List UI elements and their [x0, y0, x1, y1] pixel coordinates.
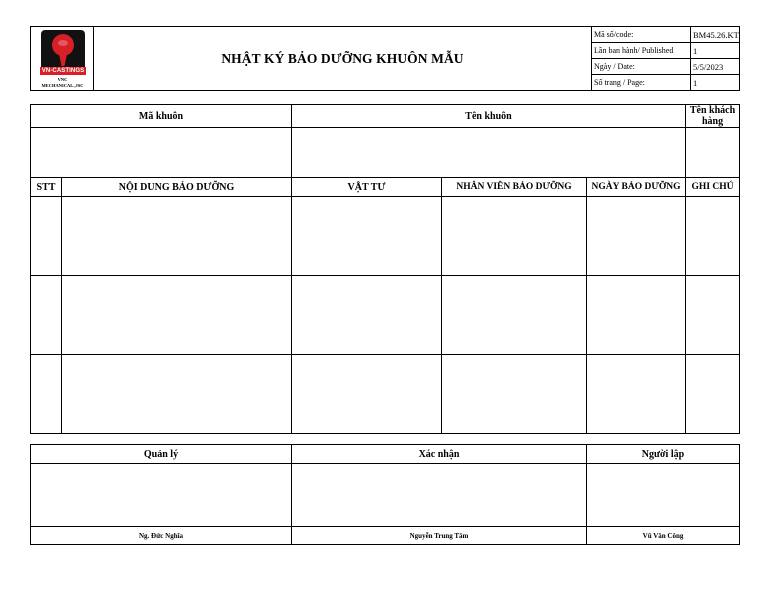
customer-name-header: Tên khách hàng [686, 105, 740, 128]
meta-published-value: 1 [691, 43, 740, 59]
table-row [31, 355, 740, 434]
cell-material[interactable] [292, 355, 442, 434]
signature-name-confirm: Nguyễn Trung Tâm [292, 527, 587, 545]
form-title: NHẬT KÝ BẢO DƯỠNG KHUÔN MẪU [94, 27, 592, 91]
meta-page-value: 1 [691, 75, 740, 91]
cell-material[interactable] [292, 276, 442, 355]
cell-note[interactable] [686, 276, 740, 355]
cell-content[interactable] [62, 197, 292, 276]
col-material-header: VẬT TƯ [292, 178, 442, 197]
meta-published-label: Lần ban hành/ Published [592, 43, 691, 59]
cell-material[interactable] [292, 197, 442, 276]
cell-date[interactable] [587, 276, 686, 355]
signature-role-confirm: Xác nhận [292, 445, 587, 464]
meta-date-label: Ngày / Date: [592, 59, 691, 75]
mold-name-header: Tên khuôn [292, 105, 686, 128]
cell-staff[interactable] [442, 355, 587, 434]
logo-band: VN-CASTINGS [41, 68, 85, 74]
cell-date[interactable] [587, 197, 686, 276]
signature-table [30, 444, 740, 545]
form-header [30, 26, 740, 91]
company-logo [31, 27, 93, 89]
cell-note[interactable] [686, 197, 740, 276]
cell-staff[interactable] [442, 276, 587, 355]
col-note-header: GHI CHÚ [686, 178, 740, 197]
maintenance-log-table [30, 104, 740, 434]
signature-role-manager: Quản lý [31, 445, 292, 464]
mold-code-header: Mã khuôn [31, 105, 292, 128]
signature-name-preparer: Vũ Văn Công [587, 527, 740, 545]
table-row [31, 197, 740, 276]
cell-note[interactable] [686, 355, 740, 434]
meta-date-value: 5/5/2023 [691, 59, 740, 75]
mold-code-field[interactable] [31, 128, 292, 178]
mold-name-field[interactable] [292, 128, 686, 178]
cell-staff[interactable] [442, 197, 587, 276]
col-content-header: NỘI DUNG BẢO DƯỠNG [62, 178, 292, 197]
meta-code-value: BM45.26.KT [691, 27, 740, 43]
cell-stt[interactable] [31, 276, 62, 355]
logo-company-text [31, 77, 94, 89]
cell-stt[interactable] [31, 355, 62, 434]
col-stt-header: STT [31, 178, 62, 197]
logo-cell [31, 27, 94, 91]
cell-content[interactable] [62, 355, 292, 434]
col-staff-header: NHÂN VIÊN BẢO DƯỠNG [442, 178, 587, 197]
logo-line2: MECHANICAL.,JSC [41, 83, 84, 88]
meta-code-label: Mã số/code: [592, 27, 691, 43]
ladle-icon [43, 32, 83, 68]
cell-content[interactable] [62, 276, 292, 355]
customer-name-field[interactable] [686, 128, 740, 178]
col-date-header: NGÀY BẢO DƯỠNG [587, 178, 686, 197]
meta-page-label: Số trang / Page: [592, 75, 691, 91]
logo-line1: VNC [57, 77, 68, 82]
cell-stt[interactable] [31, 197, 62, 276]
signature-area-preparer[interactable] [587, 464, 740, 527]
signature-area-confirm[interactable] [292, 464, 587, 527]
cell-date[interactable] [587, 355, 686, 434]
signature-name-manager: Ng. Đức Nghĩa [31, 527, 292, 545]
table-row [31, 276, 740, 355]
signature-area-manager[interactable] [31, 464, 292, 527]
signature-role-preparer: Người lập [587, 445, 740, 464]
